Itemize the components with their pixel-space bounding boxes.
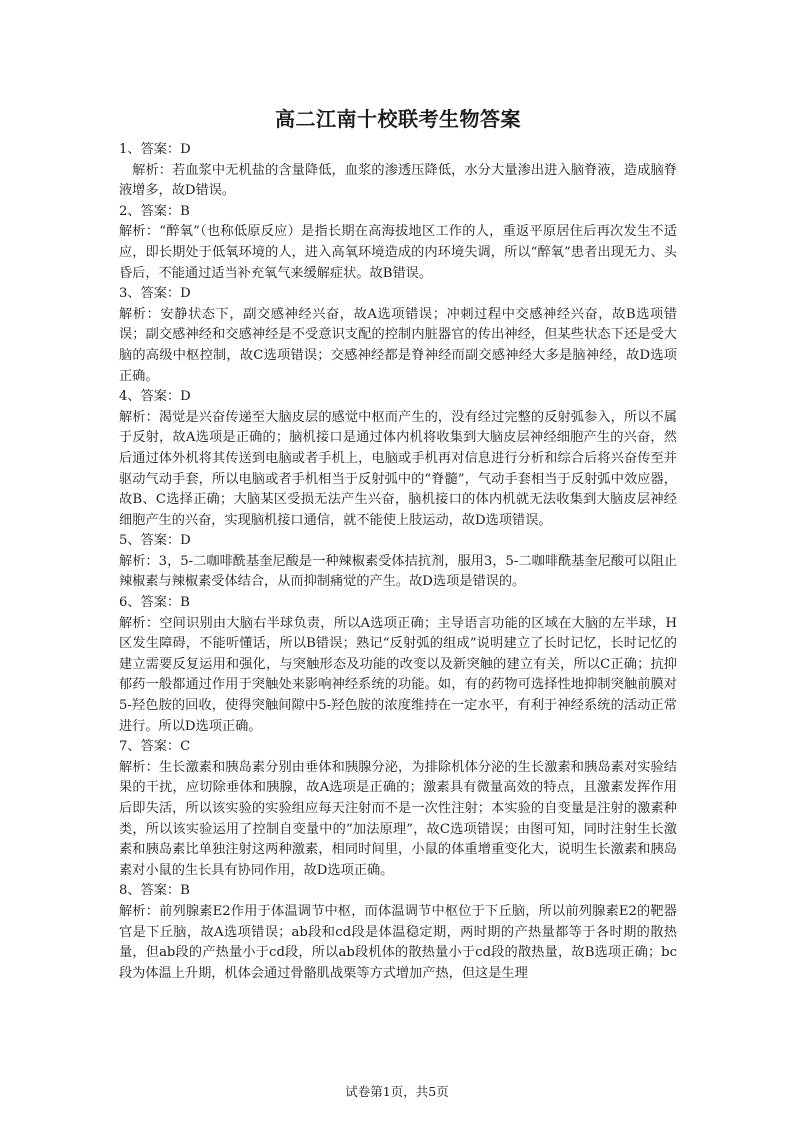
answer-line: 6、答案：B: [119, 595, 190, 611]
answer-line: 2、答案：B: [119, 203, 190, 219]
answer-item-2: [119, 202, 677, 284]
explanation-paragraph: 解析：安静状态下，副交感神经兴奋，故A选项错误；冲刺过程中交感神经兴奋，故B选项错误；副交感神经和交感神经是不受意识支配的控制内脏器官的传出神经，但某些状态下还是受大脑的高级中枢控制，故C选项错误；交感神经都是脊神经而副交感神经大多是脑神经，故D选项正确。: [119, 306, 677, 384]
explanation-paragraph: 解析：空间识别由大脑右半球负责，所以A选项正确；主导语言功能的区域在大脑的左半球，H区发生障碍，不能听懂话，所以B错误；熟记“反射弧的组成”说明建立了长时记忆，长时记忆的建立需要反复运用和强化，与突触形态及功能的改变以及新突触的建立有关，所以C正确；抗抑郁药一般都通过作用于突触处来影响神经系统的功能。如，有的药物可选择性地抑制突触前膜对5-羟色胺的回收，使得突触间隙中5-羟色胺的浓度维持在一定水平，有利于神经系统的活动正常进行。所以D选项正确。: [119, 615, 677, 734]
explanation-paragraph: 解析：前列腺素E2作用于体温调节中枢，而体温调节中枢位于下丘脑，所以前列腺素E2的靶器官是下丘脑，故A选项错误；ab段和cd段是体温稳定期，两时期的产热量都等于各时期的散热量，但ab段的产热量小于cd段，所以ab段机体的散热量小于cd段的散热量，故B选项正确；bc段为体温上升期，机体会通过骨骼肌战栗等方式增加产热，但这是生理: [119, 903, 677, 981]
answer-item-4: [119, 387, 677, 531]
answer-item-6: [119, 593, 677, 737]
explanation-paragraph: 解析：生长激素和胰岛素分别由垂体和胰腺分泌，为排除机体分泌的生长激素和胰岛素对实验结果的干扰，应切除垂体和胰腺，故A选项是正确的；激素具有微量高效的特点，且激素发挥作用后即失活，所以该实验的实验组应每天注射而不是一次性注射；本实验的自变量是注射的激素种类，所以该实验运用了控制自变量中的“加法原理”，故C选项错误；由图可知，同时注射生长激素和胰岛素比单独注射这两种激素，相同时间里，小鼠的体重增重变化大，说明生长激素和胰岛素对小鼠的生长具有协同作用，故D选项正确。: [119, 759, 677, 878]
page-title: 高二江南十校联考生物答案: [275, 107, 521, 131]
answer-line: 7、答案：C: [119, 739, 191, 755]
explanation-paragraph: 解析：渴觉是兴奋传递至大脑皮层的感觉中枢而产生的，没有经过完整的反射弧参入，所以不属于反射，故A选项是正确的；脑机接口是通过体内机将收集到大脑皮层神经细胞产生的兴奋，然后通过体外机将其传送到电脑或者手机上，电脑或手机再对信息进行分析和综合后将兴奋传至并驱动气动手套，所以电脑或者手机相当于反射弧中的“脊髓”，气动手套相当于反射弧中效应器，故B、C选择正确；大脑某区受损无法产生兴奋，脑机接口的体内机就无法收集到大脑皮层神经细胞产生的兴奋，实现脑机接口通信，就不能使上肢运动，故D选项错误。: [119, 409, 677, 528]
page-footer: 试卷第1页，共5页: [345, 1084, 449, 1099]
answer-line: 5、答案：D: [119, 533, 191, 549]
answer-item-8: [119, 881, 677, 984]
answer-item-7: [119, 737, 677, 881]
explanation-paragraph: 解析：“醉氧”（也称低原反应）是指长期在高海拔地区工作的人，重返平原居住后再次发生不适应，即长期处于低氧环境的人，进入高氧环境造成的内环境失调，所以“醉氧”患者出现无力、头昏后，不能通过适当补充氧气来缓解症状。故B错误。: [119, 224, 677, 281]
answer-line: 3、答案：D: [119, 286, 191, 302]
answer-item-1: [119, 140, 677, 202]
answer-line: 1、答案：D: [119, 142, 191, 157]
answer-item-3: [119, 284, 677, 387]
answer-line: 8、答案：B: [119, 883, 190, 899]
explanation-paragraph: 解析：若血浆中无机盐的含量降低，血浆的渗透压降低，水分大量渗出进入脑脊液，造成脑脊液增多，故D错误。: [119, 162, 677, 199]
answer-item-5: [119, 531, 677, 593]
answer-content: [119, 101, 677, 984]
explanation-paragraph: 解析：3，5-二咖啡酰基奎尼酸是一种辣椒素受体拮抗剂，服用3，5-二咖啡酰基奎尼酸可以阻止辣椒素与辣椒素受体结合，从而抑制痛觉的产生。故D选项是错误的。: [119, 553, 677, 590]
answer-line: 4、答案：D: [119, 389, 191, 405]
